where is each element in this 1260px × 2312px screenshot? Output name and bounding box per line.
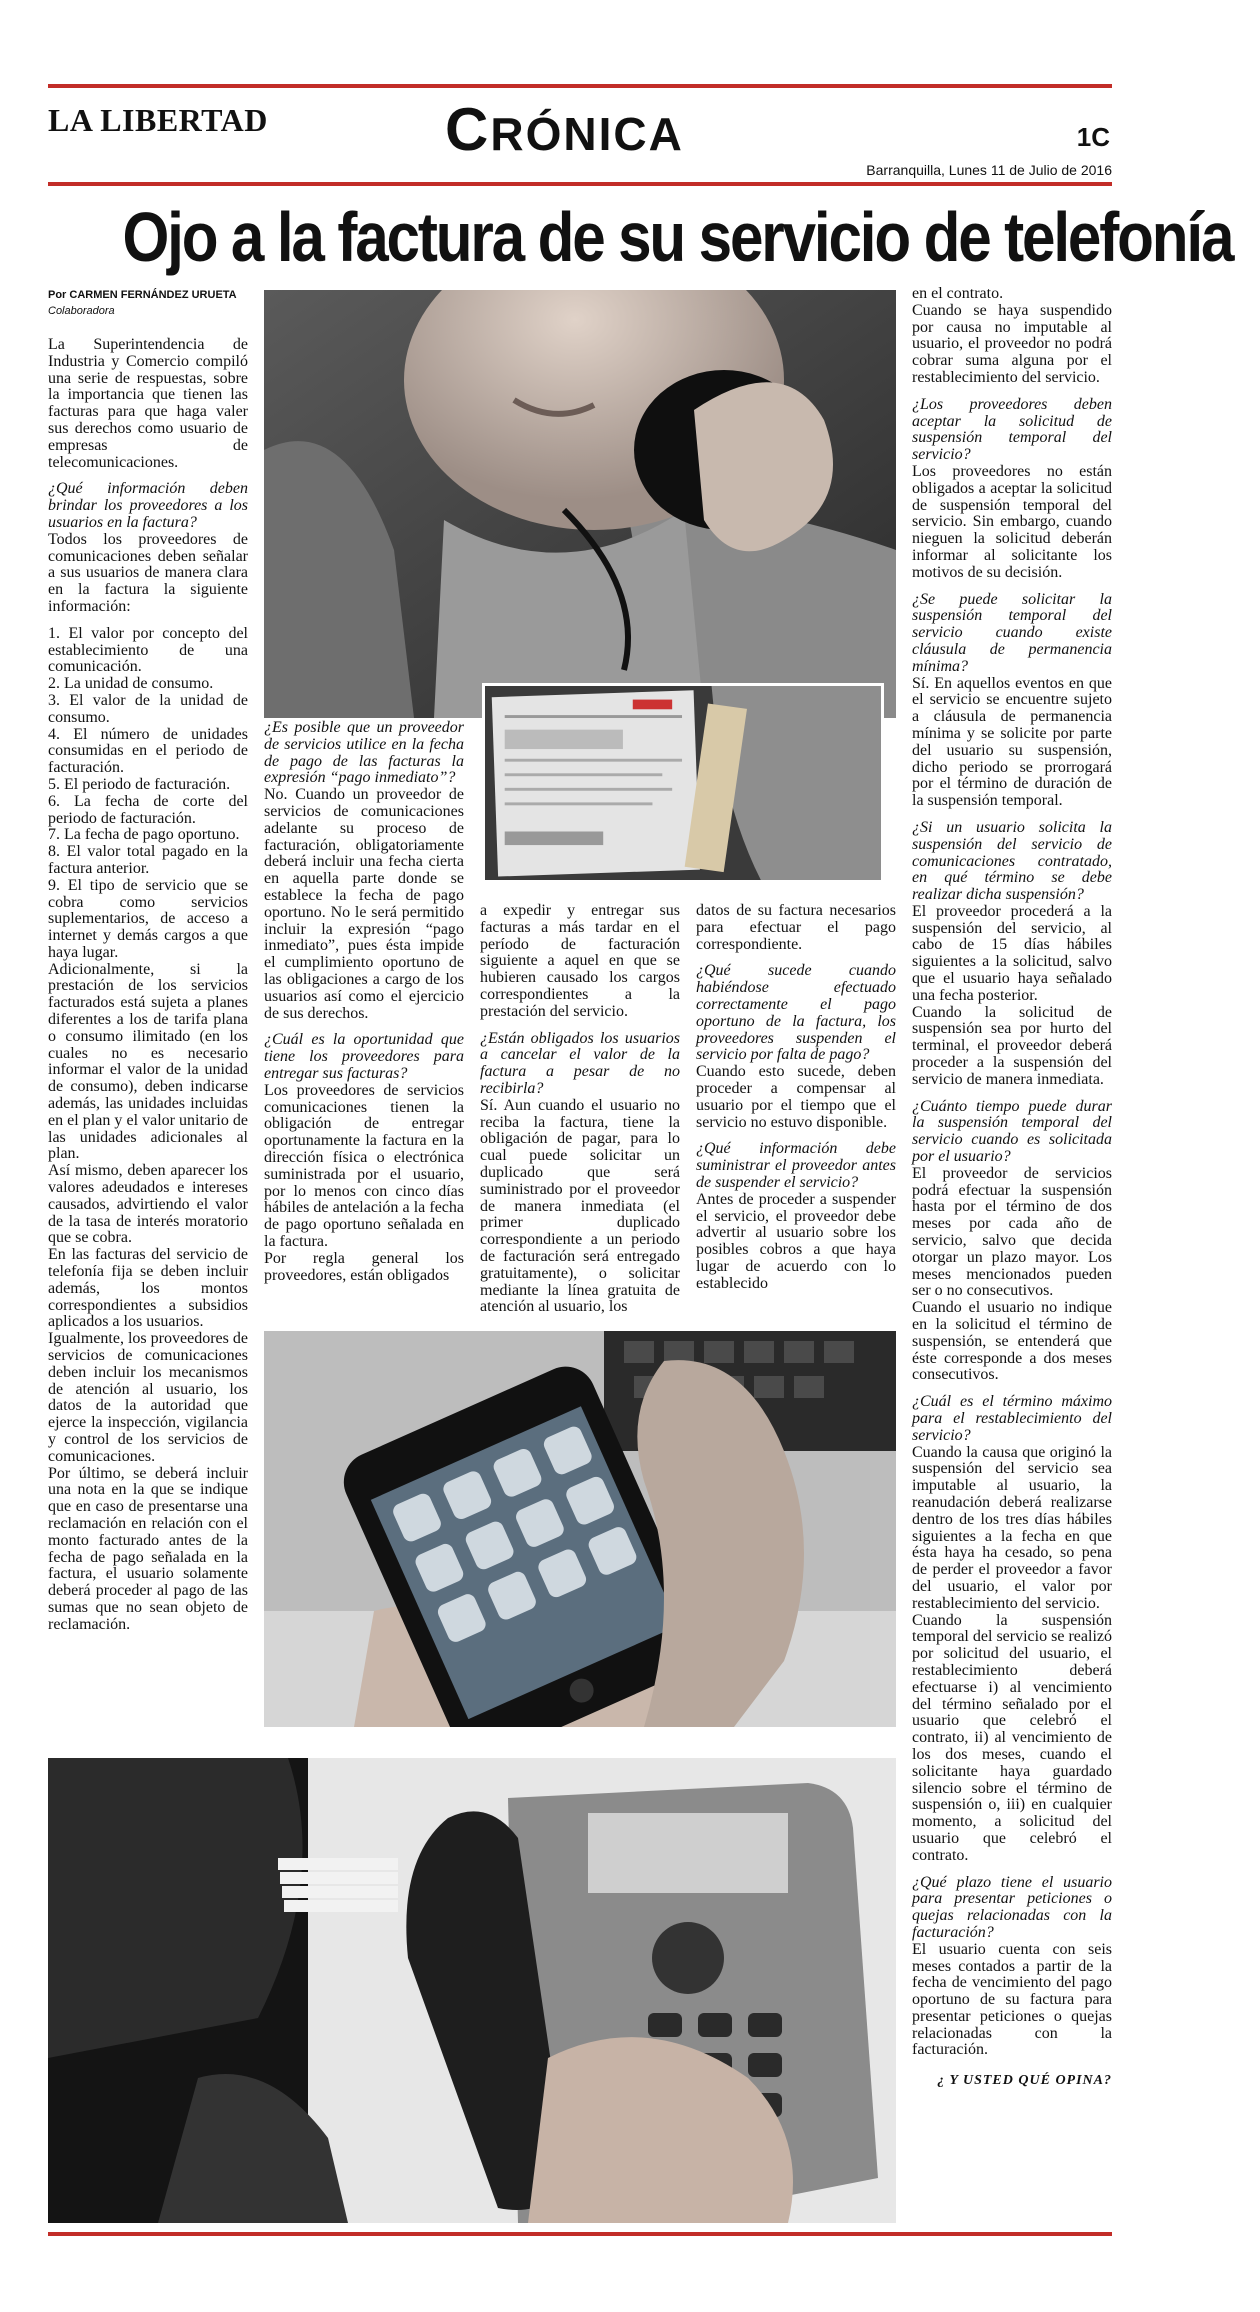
photo-smartphone <box>264 1331 896 1727</box>
article-paragraph: 1. El valor por concepto del establecimiento de una comunicación. <box>48 624 248 676</box>
article-paragraph: Cuando la causa que originó la suspensión del servicio sea imputable al usuario, la reanudación deberá realizarse dentro de los tres días hábiles siguientes a la fecha en que ésta haya ha cesado, so pena de perder el proveedor a favor del usuario, el valor por restablecimiento del servicio. <box>912 1443 1112 1612</box>
article-question: ¿Cuánto tiempo puede durar la suspensión temporal del servicio cuando es solicitada por el usuario? <box>912 1097 1112 1166</box>
byline-role: Colaboradora <box>48 305 115 317</box>
article-paragraph: Cuando se haya suspendido por causa no imputable al usuario, el proveedor no podrá cobrar suma alguna por el restablecimiento del servicio. <box>912 301 1112 386</box>
top-rule <box>48 84 1112 88</box>
article-paragraph: El proveedor de servicios podrá efectuar la suspensión hasta por el término de dos meses por cada año de servicio, salvo que decida otorgar un plazo mayor. Los meses mencionados pueden ser o no consecutivos. <box>912 1164 1112 1300</box>
article-paragraph: Sí. Aun cuando el usuario no reciba la factura, tiene la obligación de pagar, para lo cual puede solicitar un duplicado que será suministrado por el proveedor de manera inmediata (el primer duplicado correspondiente a un periodo de facturación será entregado gratuitamente), o solicitar mediante la línea gratuita de atención al usuario, los <box>480 1096 680 1316</box>
article-question: ¿Qué información deben brindar los proveedores a los usuarios en la factura? <box>48 480 248 531</box>
article-question: ¿Cuál es la oportunidad que tiene los proveedores para entregar sus facturas? <box>264 1031 464 1082</box>
photo-invoice <box>482 683 884 883</box>
masthead-rule <box>48 182 1112 186</box>
bottom-rule <box>48 2232 1112 2236</box>
article-paragraph: Por último, se deberá incluir una nota en la que se indique que en caso de presentarse una reclamación en relación con el monto facturado antes de la fecha de pago señalada en la factura, el usuario solamente deberá proceder al pago de las sumas que no sean objeto de reclamación. <box>48 1464 248 1633</box>
article-paragraph: Cuando esto sucede, deben proceder a compensar al usuario por el tiempo que el servicio no estuvo disponible. <box>696 1063 896 1131</box>
article-paragraph: Cuando el usuario no indique en la solicitud el término de suspensión, se entenderá que éste corresponde a dos meses consecutivos. <box>912 1299 1112 1384</box>
closing-question: ¿ Y USTED QUÉ OPINA? <box>937 2073 1112 2089</box>
article-paragraph: 5. El periodo de facturación. <box>48 775 231 793</box>
article-paragraph: No. Cuando un proveedor de servicios de comunicaciones adelante su proceso de facturación, obligatoriamente deberá incluir una fecha cierta en aquella parte donde se establece la fecha de pago oportuno. No le será permitido incluir la expresión “pago inmediato”, pues ésta impide el cumplimiento oportuno de las obligaciones a cargo de los usuarios así como el ejercicio de sus derechos. <box>264 786 464 1022</box>
article-column-2 <box>264 720 464 1284</box>
article-paragraph: Los proveedores no están obligados a aceptar la solicitud de suspensión temporal del servicio. Sin embargo, cuando nieguen la solicitud deberán informar al solicitante los motivos de su decisión. <box>912 462 1112 581</box>
article-paragraph: Así mismo, deben aparecer los valores adeudados e intereses causados, advirtiendo el valor de la tasa de interés moratorio que se cobra. <box>48 1162 248 1247</box>
article-paragraph: Los proveedores de servicios comunicaciones tienen la obligación de entregar oportunamente la factura en la dirección física o electrónica suministrada por el usuario, por lo menos con cinco días hábiles de antelación a la fecha de pago oportuno señalada en la factura. <box>264 1081 464 1250</box>
article-question: ¿Cuál es el término máximo para el restablecimiento del servicio? <box>912 1393 1112 1444</box>
article-question: ¿Qué sucede cuando habiéndose efectuado correctamente el pago oportuno de la factura, los proveedores suspenden el servicio por falta de pago? <box>696 962 896 1064</box>
article-paragraph: 7. La fecha de pago oportuno. <box>48 826 240 844</box>
article-paragraph: Todos los proveedores de comunicaciones deben señalar a sus usuarios de manera clara en la factura la siguiente información: <box>48 530 248 615</box>
brand-logo: LA LIBERTAD <box>48 102 268 138</box>
article-question: ¿Si un usuario solicita la suspensión del servicio de comunicaciones contratado, en qué término se debe realizar dicha suspensión? <box>912 818 1112 904</box>
article-paragraph: 6. La fecha de corte del periodo de facturación. <box>48 792 248 827</box>
section-first-letter: C <box>445 96 491 163</box>
article-paragraph: Cuando la solicitud de suspensión sea por hurto del terminal, el proveedor deberá proceder a la suspensión del servicio de manera inmediata. <box>912 1003 1112 1088</box>
article-paragraph: La Superintendencia de Industria y Comercio compiló una serie de respuestas, sobre la importancia que tienen las facturas para que haga valer sus derechos como usuario de empresas de telecomunicaciones. <box>48 336 248 471</box>
article-paragraph: Por regla general los proveedores, están obligados <box>264 1249 464 1284</box>
article-question: ¿Qué información debe suministrar el proveedor antes de suspender el servicio? <box>696 1140 896 1191</box>
article-paragraph: a expedir y entregar sus facturas a más tardar en el período de facturación siguiente a aquel en que se hubieren causado los cargos correspondientes a la prestación del servicio. <box>480 902 680 1020</box>
article-paragraph: 2. La unidad de consumo. <box>48 675 214 693</box>
photo-desk-phone <box>48 1758 896 2223</box>
article-paragraph: Adicionalmente, si la prestación de los servicios facturados está sujeta a planes diferentes a los de tarifa plana o consumo ilimitado (en los cuales no es necesario informar el valor de la unidad de consumo), deben indicarse además, las unidades incluidas en el plan y el valor unitario de las unidades adicionales al plan. <box>48 960 248 1163</box>
article-question: ¿Los proveedores deben aceptar la solicitud de suspensión temporal del servicio? <box>912 395 1112 464</box>
article-question: ¿Se puede solicitar la suspensión temporal del servicio cuando existe cláusula de permanencia mínima? <box>912 590 1112 675</box>
article-column-1 <box>48 337 248 1634</box>
article-question: ¿Es posible que un proveedor de servicios utilice en la fecha de pago de las facturas la expresión “pago inmediato”? <box>264 719 464 787</box>
section-rest: RÓNICA <box>490 108 684 160</box>
article-question: ¿Qué plazo tiene el usuario para presentar peticiones o quejas relacionadas con la facturación? <box>912 1873 1112 1941</box>
dateline: Barranquilla, Lunes 11 de Julio de 2016 <box>866 162 1112 178</box>
byline: Por CARMEN FERNÁNDEZ URUETA <box>48 289 237 301</box>
article-paragraph: 3. El valor de la unidad de consumo. <box>48 691 248 726</box>
page-number: 1C <box>1076 122 1110 152</box>
article-paragraph: El usuario cuenta con seis meses contados a partir de la fecha de vencimiento del pago oportuno de su factura para presentar peticiones o quejas relacionadas con la facturación. <box>912 1940 1112 2059</box>
section-title <box>445 96 815 163</box>
headline: Ojo a la factura de su servicio de telefonía <box>122 198 1233 276</box>
article-paragraph: Igualmente, los proveedores de servicios de comunicaciones deben incluir los mecanismos de atención al usuario, los datos de la autoridad que ejerce la inspección, vigilancia y control de los servicios de comunicaciones. <box>48 1330 248 1465</box>
article-column-3 <box>480 903 680 1316</box>
article-paragraph: El proveedor procederá a la suspensión del servicio, al cabo de 15 días hábiles siguientes a la solicitud, salvo que el usuario haya señalado una fecha posterior. <box>912 902 1112 1004</box>
article-paragraph: en el contrato. <box>912 285 1004 302</box>
photo-man-on-phone <box>264 290 896 718</box>
article-paragraph: 9. El tipo de servicio que se cobra como servicios suplementarios, de acceso a internet y demás cargos a que haya lugar. <box>48 876 248 961</box>
article-column-4 <box>696 903 896 1293</box>
article-paragraph: Sí. En aquellos eventos en que el servicio se encuentre sujeto a cláusula de permanencia mínima y se solicite por parte del usuario su suspensión, dicho periodo se prorrogará por el término de duración de la suspensión temporal. <box>912 674 1112 810</box>
article-column-5 <box>912 286 1112 2090</box>
article-paragraph: 8. El valor total pagado en la factura anterior. <box>48 843 248 877</box>
article-paragraph: Antes de proceder a suspender el servicio, el proveedor debe advertir al usuario sobre los posibles cobros a que haya lugar de acuerdo con lo establecido <box>696 1190 896 1292</box>
article-paragraph: Cuando la suspensión temporal del servicio se realizó por solicitud del usuario, el restablecimiento deberá efectuarse i) al vencimiento del término señalado por el usuario que celebró el contrato, ii) al vencimiento de los dos meses, cuando el solicitante haya guardado silencio sobre el término de suspensión o, iii) en cualquier momento, a solicitud del usuario que celebró el contrato. <box>912 1611 1112 1864</box>
article-paragraph: En las facturas del servicio de telefonía fija se deben incluir además, los montos correspondientes a subsidios aplicados a los usuarios. <box>48 1246 248 1331</box>
article-paragraph: 4. El número de unidades consumidas en el periodo de facturación. <box>48 725 248 777</box>
article-question: ¿Están obligados los usuarios a cancelar el valor de la factura a pesar de no recibirla? <box>480 1029 680 1097</box>
article-paragraph: datos de su factura necesarios para efectuar el pago correspondiente. <box>696 902 896 953</box>
